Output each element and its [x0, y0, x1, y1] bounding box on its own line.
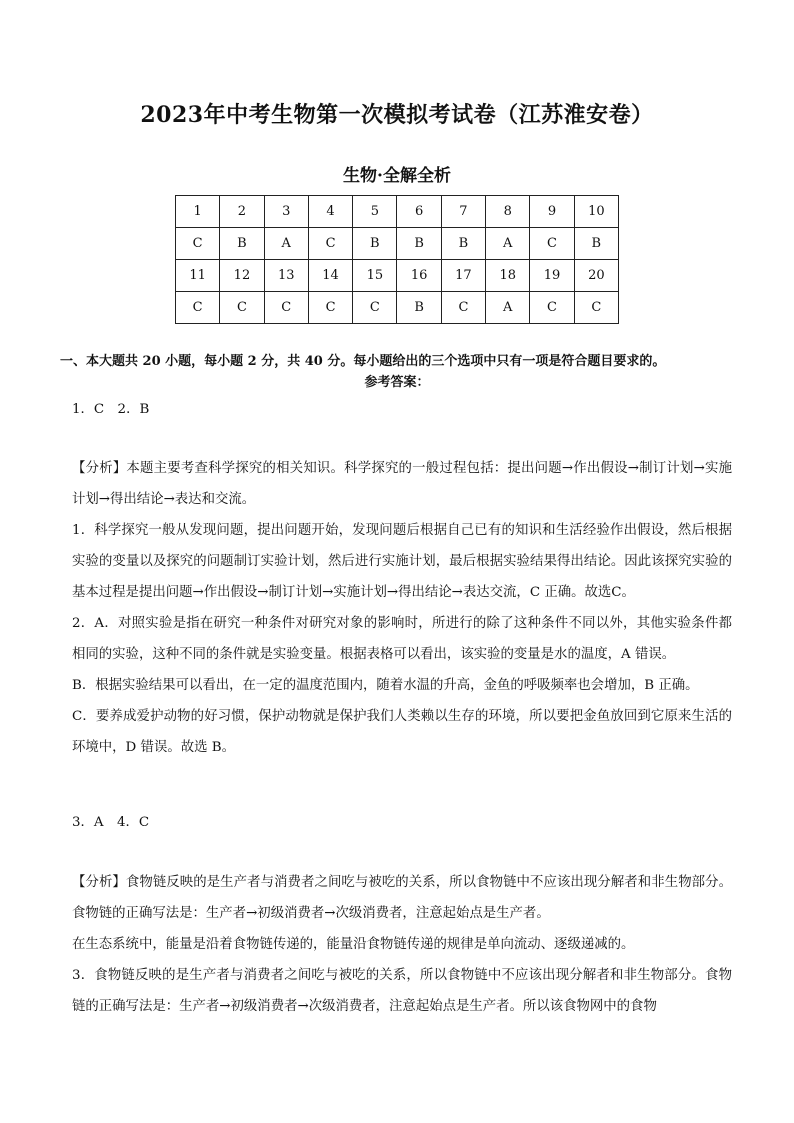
answer-cell: C [530, 228, 574, 260]
reference-answer-label: 参考答案： [364, 375, 430, 390]
analysis-paragraph: 【分析】食物链反映的是生产者与消费者之间吃与被吃的关系，所以食物链中不应该出现分解者和非生物部分。食物链的正确写法是：生产者→初级消费者→次级消费者，注意起始点是生产者。 [72, 875, 732, 921]
question-number-cell: 10 [574, 196, 618, 228]
question-number-cell: 12 [220, 260, 264, 292]
answer-line: 1．C 2．B [72, 402, 150, 417]
question-number-cell: 13 [264, 260, 308, 292]
analysis-paragraph: 3．食物链反映的是生产者与消费者之间吃与被吃的关系，所以食物链中不应该出现分解者和非生物部分。食物链的正确写法是：生产者→初级消费者→次级消费者，注意起始点是生产者。所以该食物网中的食物 [72, 968, 732, 1014]
answer-cell: C [530, 292, 574, 324]
answer-table [175, 195, 619, 324]
answer-cell: C [353, 292, 397, 324]
analysis-paragraph: 1．科学探究一般从发现问题，提出问题开始，发现问题后根据自己已有的知识和生活经验作出假设，然后根据实验的变量以及探究的问题制订实验计划，然后进行实施计划，最后根据实验结果得出结论。因此该探究实验的基本过程是提出问题→作出假设→制订计划→实施计划→得出结论→表达交流，C 正确。故选C。 [72, 523, 732, 600]
question-number-cell: 4 [308, 196, 352, 228]
answer-cell: A [264, 228, 308, 260]
question-number-cell: 15 [353, 260, 397, 292]
question-number-cell: 20 [574, 260, 618, 292]
answer-cell: B [397, 292, 441, 324]
section-heading: 一、本大题共 20 小题，每小题 2 分，共 40 分。每小题给出的三个选项中只有一项是符合题目要求的。 [60, 354, 666, 369]
answer-line: 3．A 4．C [72, 815, 150, 830]
analysis-paragraph: 在生态系统中，能量是沿着食物链传递的，能量沿食物链传递的规律是单向流动、逐级递减的。 [72, 937, 635, 952]
table-row [176, 228, 619, 260]
question-number-cell: 14 [308, 260, 352, 292]
question-number-cell: 8 [486, 196, 530, 228]
question-number-cell: 2 [220, 196, 264, 228]
document-subtitle: 生物·全解全析 [343, 166, 451, 186]
question-number-cell: 18 [486, 260, 530, 292]
analysis-block [72, 867, 732, 1022]
answer-cell: C [308, 228, 352, 260]
answer-cell: C [176, 228, 220, 260]
question-number-cell: 6 [397, 196, 441, 228]
analysis-paragraph: 2．A．对照实验是指在研究一种条件对研究对象的影响时，所进行的除了这种条件不同以外，其他实验条件都相同的实验，这种不同的条件就是实验变量。根据表格可以看出，该实验的变量是水的温度，A 错误。 [72, 616, 732, 662]
question-number-cell: 9 [530, 196, 574, 228]
answer-cell: C [574, 292, 618, 324]
question-number-cell: 7 [441, 196, 485, 228]
table-row [176, 260, 619, 292]
analysis-block [72, 453, 732, 763]
analysis-paragraph: 【分析】本题主要考查科学探究的相关知识。科学探究的一般过程包括：提出问题→作出假设→制订计划→实施计划→得出结论→表达和交流。 [72, 461, 732, 507]
table-row [176, 292, 619, 324]
answer-cell: B [574, 228, 618, 260]
answer-cell: C [220, 292, 264, 324]
answer-cell: B [397, 228, 441, 260]
question-number-cell: 19 [530, 260, 574, 292]
question-number-cell: 17 [441, 260, 485, 292]
answer-cell: C [441, 292, 485, 324]
answer-cell: A [486, 292, 530, 324]
question-number-cell: 3 [264, 196, 308, 228]
document-title: 2023年中考生物第一次模拟考试卷（江苏淮安卷） [140, 102, 654, 128]
question-number-cell: 1 [176, 196, 220, 228]
analysis-paragraph: B．根据实验结果可以看出，在一定的温度范围内，随着水温的升高，金鱼的呼吸频率也会增加，B 正确。 [72, 678, 699, 693]
question-number-cell: 5 [353, 196, 397, 228]
answer-cell: C [264, 292, 308, 324]
answer-cell: C [308, 292, 352, 324]
analysis-paragraph: C．要养成爱护动物的好习惯，保护动物就是保护我们人类赖以生存的环境，所以要把金鱼放回到它原来生活的环境中，D 错误。故选 B。 [72, 709, 732, 755]
question-number-cell: 11 [176, 260, 220, 292]
question-number-cell: 16 [397, 260, 441, 292]
answer-cell: A [486, 228, 530, 260]
table-row [176, 196, 619, 228]
answer-cell: B [441, 228, 485, 260]
answer-cell: C [176, 292, 220, 324]
answer-cell: B [220, 228, 264, 260]
answer-cell: B [353, 228, 397, 260]
